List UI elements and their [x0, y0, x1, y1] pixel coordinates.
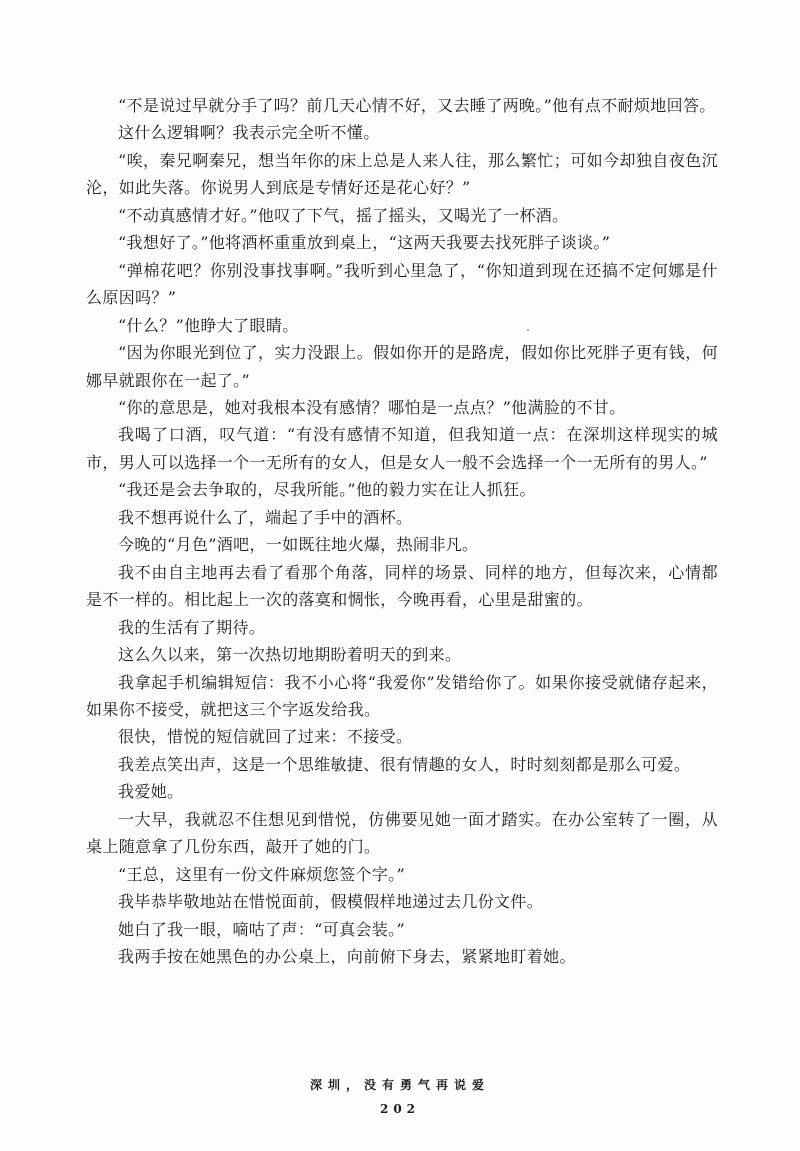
scan-speck: [527, 329, 529, 331]
body-text: [86, 92, 718, 971]
paragraph: 今晚的“月色”酒吧，一如既往地火爆，热闹非凡。: [118, 535, 479, 555]
paragraph: “我还是会去争取的，尽我所能。”他的毅力实在让人抓狂。: [118, 480, 536, 500]
paragraph: “我想好了。”他将酒杯重重放到桌上，“这两天我要去找死胖子谈谈。”: [118, 233, 611, 253]
paragraph: 这什么逻辑啊？我表示完全听不懂。: [118, 123, 380, 143]
paragraph: 一大早，我就忍不住想见到惜悦，仿佛要见她一面才踏实。在办公室转了一圈，从桌上随意拿了几份东西，敲开了她的门。: [86, 809, 718, 857]
paragraph: “不是说过早就分手了吗？前几天心情不好，又去睡了两晚。”他有点不耐烦地回答。: [118, 96, 716, 115]
paragraph: 我毕恭毕敬地站在惜悦面前，假模假样地递过去几份文件。: [118, 892, 544, 912]
paragraph: “什么？”他睁大了眼睛。: [118, 315, 299, 335]
paragraph: 我两手按在她黑色的办公桌上，向前俯下身去，紧紧地盯着她。: [118, 947, 576, 967]
paragraph: 我不由自主地再去看了看那个角落，同样的场景、同样的地方，但每次来，心情都是不一样的。相比起上一次的落寞和惆怅，今晚再看，心里是甜蜜的。: [86, 562, 718, 610]
paragraph: “王总，这里有一份文件麻烦您签个字。”: [118, 864, 406, 884]
running-footer-title: 深圳，没有勇气再说爱: [309, 1078, 490, 1092]
paragraph: “唉，秦兄啊秦兄，想当年你的床上总是人来人往，那么繁忙；可如今却独自夜色沉沦，如此失落。你说男人到底是专情好还是花心好？”: [86, 150, 718, 198]
paragraph: 我差点笑出声，这是一个思维敏捷、很有情趣的女人，时时刻刻都是那么可爱。: [118, 754, 691, 774]
paragraph: 我爱她。: [118, 782, 184, 802]
paragraph: 我喝了口酒，叹气道：“有没有感情不知道，但我知道一点：在深圳这样现实的城市，男人可以选择一个一无所有的女人，但是女人一般不会选择一个一无所有的男人。”: [86, 425, 718, 472]
paragraph: “弹棉花吧？你别没事找事啊。”我听到心里急了，“你知道到现在还搞不定何娜是什么原因吗？”: [86, 260, 718, 308]
paragraph: 这么久以来，第一次热切地期盼着明天的到来。: [118, 645, 462, 665]
paragraph: “不动真感情才好。”他叹了下气，摇了摇头，又喝光了一杯酒。: [118, 205, 569, 225]
page-number: 202: [379, 1102, 421, 1116]
paragraph: “因为你眼光到位了，实力没跟上。假如你开的是路虎，假如你比死胖子更有钱，何娜早就跟你在一起了。”: [86, 343, 718, 390]
paragraph: 很快，惜悦的短信就回了过来：不接受。: [118, 727, 413, 747]
paragraph: “你的意思是，她对我根本没有感情？哪怕是一点点？”他满脸的不甘。: [118, 397, 626, 417]
paragraph: 我拿起手机编辑短信：我不小心将“我爱你”发错给你了。如果你接受就储存起来，如果你不接受，就把这三个字返发给我。: [86, 672, 718, 719]
paragraph: 她白了我一眼，嘀咕了声：“可真会装。”: [118, 919, 406, 939]
paragraph: 我不想再说什么了，端起了手中的酒杯。: [118, 507, 413, 527]
paragraph: 我的生活有了期待。: [118, 617, 266, 637]
